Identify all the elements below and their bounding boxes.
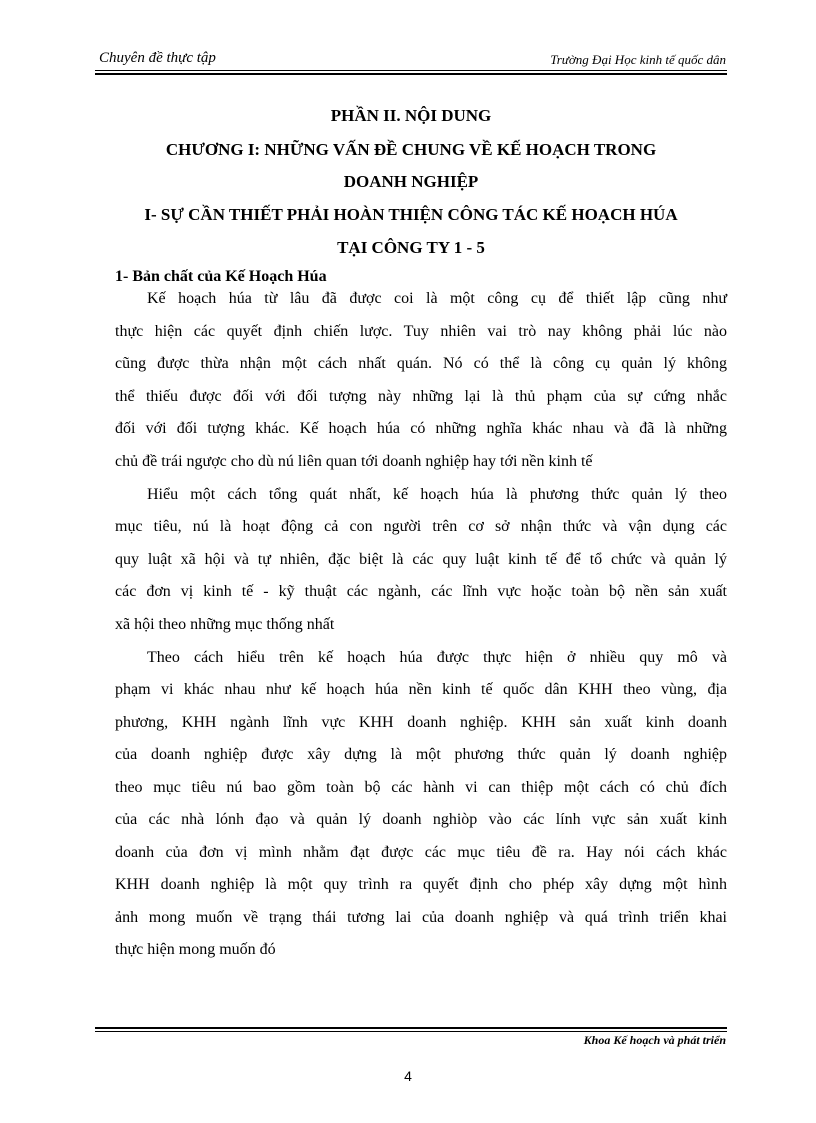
paragraph-3-line: Theo cách hiểu trên kế hoạch húa được thực hiện ở nhiều quy mô và xyxy=(147,649,727,666)
paragraph-2-line: Hiểu một cách tổng quát nhất, kế hoạch húa là phương thức quản lý theo xyxy=(147,486,727,503)
paragraph-1-line: đối với đối tượng khác. Kế hoạch húa có những nghĩa khác nhau và đã là những xyxy=(115,420,727,437)
paragraph-1-line: chủ đề trái ngược cho dù nú liên quan tới doanh nghiệp hay tới nền kinh tế xyxy=(115,453,593,470)
footer-right-text: Khoa Kế hoạch và phát triển xyxy=(583,1033,726,1047)
paragraph-3-line: theo mục tiêu nú bao gồm toàn bộ các hành vi can thiệp một cách có chủ đích xyxy=(115,779,727,796)
footer-divider xyxy=(95,1031,727,1032)
page-number: 4 xyxy=(404,1068,412,1084)
header-divider xyxy=(95,70,727,71)
paragraph-3-line: của doanh nghiệp được xây dựng là một phương thức quản lý doanh nghiệp xyxy=(115,746,727,763)
section-heading-line-2: TẠI CÔNG TY 1 - 5 xyxy=(337,238,485,257)
chapter-heading-line-1: CHƯƠNG I: NHỮNG VẤN ĐỀ CHUNG VỀ KẾ HOẠCH TRONG xyxy=(165,140,657,159)
paragraph-3-line: KHH doanh nghiệp là một quy trình ra quyết định cho phép xây dựng một hình xyxy=(115,876,727,893)
paragraph-1-line: Kế hoạch húa từ lâu đã được coi là một công cụ để thiết lập cũng như xyxy=(147,290,727,307)
paragraph-1-line: cũng được thừa nhận một cách nhất quán. Nó có thể là công cụ quản lý không xyxy=(115,355,727,372)
paragraph-2-line: các đơn vị kinh tế - kỹ thuật các ngành, các lĩnh vực hoặc toàn bộ nền sản xuất xyxy=(115,583,727,600)
section-heading-line-1: I- SỰ CẦN THIẾT PHẢI HOÀN THIỆN CÔNG TÁC KẾ HOẠCH HÚA xyxy=(144,205,678,224)
chapter-heading-line-2: DOANH NGHIỆP xyxy=(343,172,479,191)
paragraph-3-line: phạm vi khác nhau như kế hoạch húa nền kinh tế quốc dân KHH theo vùng, địa xyxy=(115,681,727,698)
header-left-text: Chuyên đề thực tập xyxy=(99,50,216,66)
paragraph-3-line: thực hiện mong muốn đó xyxy=(115,941,276,958)
paragraph-1-line: thể thiếu được đối với đối tượng này những lại là thủ phạm của sự cứng nhắc xyxy=(115,388,727,405)
paragraph-2-line: quy luật xã hội và tự nhiên, đặc biệt là các quy luật kinh tế để tổ chức và quản lý xyxy=(115,551,727,568)
paragraph-3-line: của các nhà lónh đạo và quản lý doanh nghiòp vào các lính vực sản xuất kinh xyxy=(115,811,727,828)
header-divider-thick xyxy=(95,73,727,75)
part-heading: PHẦN II. NỘI DUNG xyxy=(330,106,492,125)
subsection-title: 1- Bản chất của Kế Hoạch Húa xyxy=(115,268,327,285)
footer-divider-thick xyxy=(95,1027,727,1029)
paragraph-2-line: xã hội theo những mục thống nhất xyxy=(115,616,335,633)
paragraph-1-line: thực hiện các quyết định chiến lược. Tuy nhiên vai trò nay không phải lúc nào xyxy=(115,323,727,340)
paragraph-3-line: phương, KHH ngành lĩnh vực KHH doanh nghiệp. KHH sản xuất kinh doanh xyxy=(115,714,727,731)
header-right-text: Trường Đại Học kinh tế quốc dân xyxy=(550,52,726,67)
paragraph-2-line: mục tiêu, nú là hoạt động cả con người trên cơ sở nhận thức và vận dụng các xyxy=(115,518,727,535)
paragraph-3-line: doanh của đơn vị mình nhằm đạt được các mục tiêu đề ra. Hay nói cách khác xyxy=(115,844,727,861)
paragraph-3-line: ảnh mong muốn về trạng thái tương lai của doanh nghiệp và quá trình triển khai xyxy=(115,909,727,926)
